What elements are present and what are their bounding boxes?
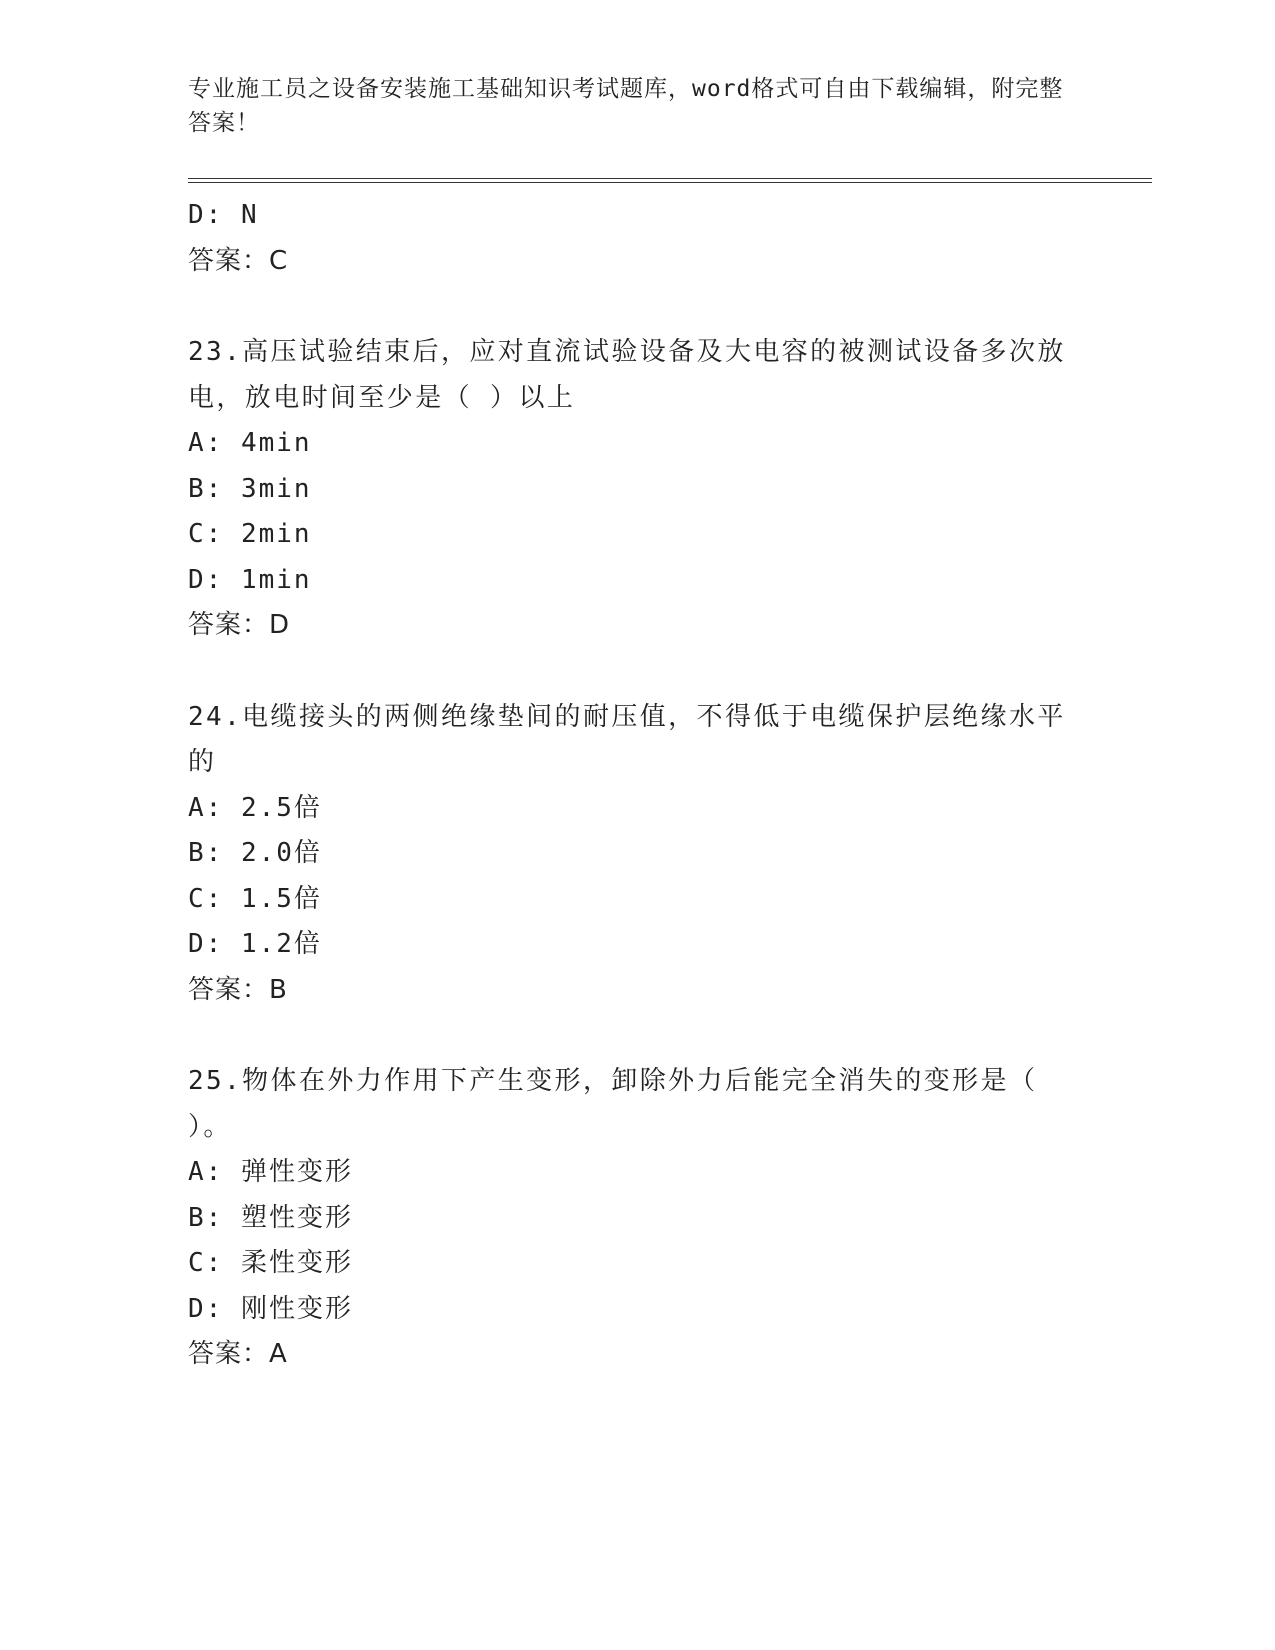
option-a: A: 4min: [188, 428, 312, 458]
option-c: C: 2min: [188, 519, 312, 549]
option-a: A: 弹性变形: [188, 1157, 353, 1187]
answer-text: 答案：C: [188, 245, 289, 276]
spacer: [188, 284, 1088, 330]
option-c: C: 柔性变形: [188, 1248, 353, 1278]
option-d: D: 刚性变形: [188, 1293, 353, 1324]
header-divider-top: [188, 178, 1152, 179]
header-divider-bottom: [188, 182, 1152, 183]
option-text: D: N: [188, 200, 259, 230]
question-23: [188, 330, 1088, 649]
answer-text: 答案：B: [188, 974, 288, 1005]
answer-text: 答案：A: [188, 1339, 288, 1369]
question-text: 25.物体在外力作用下产生变形，卸除外力后能完全消失的变形是（ ）。: [188, 1066, 1038, 1142]
option-a: A: 2.5倍: [188, 792, 322, 823]
question-text: 24.电缆接头的两侧绝缘垫间的耐压值，不得低于电缆保护层绝缘水平的: [188, 701, 1066, 777]
option-d: D: 1min: [188, 564, 312, 595]
spacer: [188, 1013, 1088, 1059]
spacer: [188, 649, 1088, 695]
page-header: 专业施工员之设备安装施工基础知识考试题库，word格式可自由下载编辑，附完整答案！: [188, 76, 1064, 136]
question-25: [188, 1059, 1088, 1378]
option-d: D: 1.2倍: [188, 929, 322, 959]
option-b: B: 塑性变形: [188, 1202, 353, 1233]
question-list: [188, 193, 1088, 1378]
option-b: B: 2.0倍: [188, 838, 322, 868]
option-c: C: 1.5倍: [188, 883, 322, 914]
question-24: [188, 695, 1088, 1014]
option-b: B: 3min: [188, 473, 312, 504]
answer-text: 答案：D: [188, 610, 291, 640]
question-text: 23.高压试验结束后，应对直流试验设备及大电容的被测试设备多次放电，放电时间至少是（ ）以上: [188, 337, 1066, 413]
